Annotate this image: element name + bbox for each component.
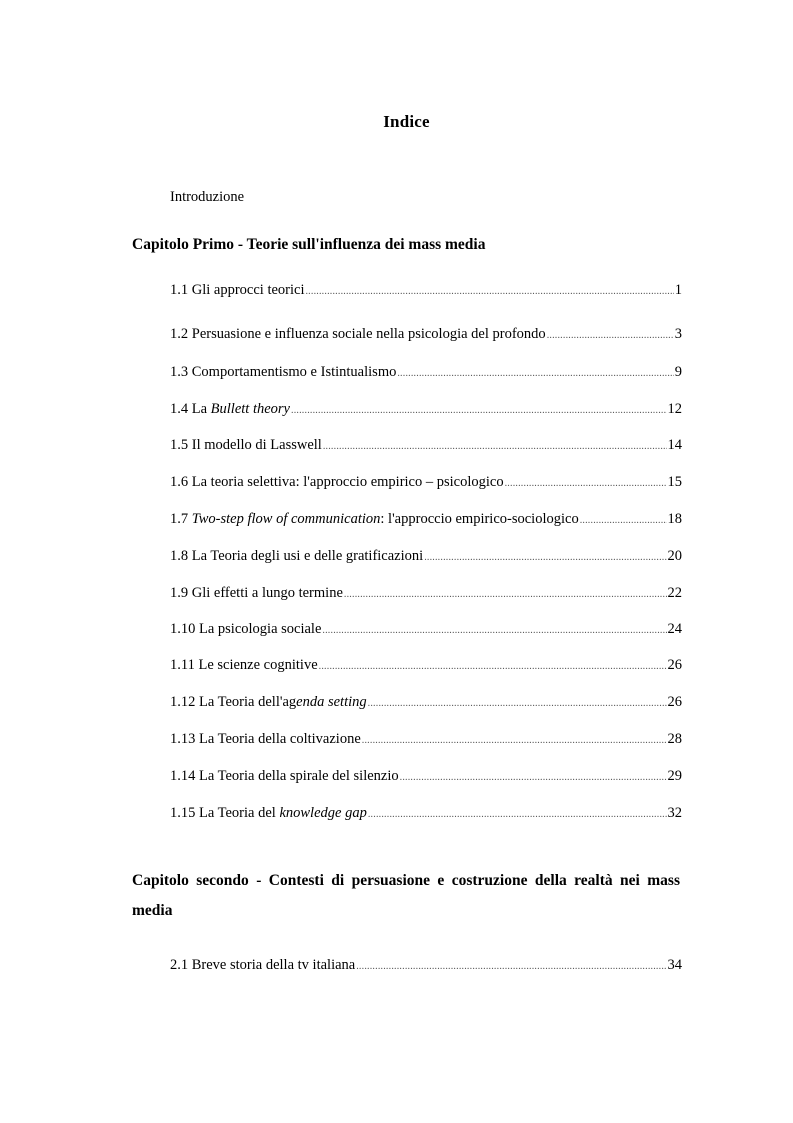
toc-entry-1-12[interactable] — [170, 694, 682, 714]
toc-entry-label: 1.2 Persuasione e influenza sociale nella psicologia del profondo — [170, 326, 546, 342]
toc-entry-page: 1 — [674, 282, 682, 298]
dot-leader — [323, 441, 667, 452]
toc-entry-label: 1.15 La Teoria del knowledge gap — [170, 805, 367, 821]
toc-entry-label: 1.8 La Teoria degli usi e delle gratificazioni — [170, 548, 424, 564]
dot-leader — [400, 772, 667, 783]
toc-entry-label: 1.13 La Teoria della coltivazione — [170, 731, 361, 747]
toc-entry-label: 1.3 Comportamentismo e Istintualismo — [170, 364, 397, 380]
dot-leader — [356, 961, 666, 972]
toc-entry-label: 1.9 Gli effetti a lungo termine — [170, 585, 343, 601]
dot-leader — [362, 735, 667, 746]
toc-entry-2-1[interactable] — [170, 957, 682, 977]
toc-entry-page: 12 — [667, 401, 682, 417]
chapter-1-heading[interactable]: Capitolo Primo - Teorie sull'influenza dei mass media — [132, 236, 486, 253]
toc-entry-page: 29 — [667, 768, 682, 784]
toc-entry-label: 1.4 La Bullett theory — [170, 401, 290, 417]
toc-entry-page: 22 — [667, 585, 682, 601]
toc-entry-label: 1.7 Two-step flow of communication: l'approccio empirico-sociologico — [170, 511, 579, 527]
toc-entry-page: 28 — [667, 731, 682, 747]
toc-entry-page: 9 — [674, 364, 682, 380]
toc-entry-label: 1.12 La Teoria dell'agenda setting — [170, 694, 367, 710]
dot-leader — [291, 405, 667, 416]
dot-leader — [305, 286, 673, 297]
toc-entry-1-15[interactable] — [170, 805, 682, 825]
toc-entry-1-2[interactable] — [170, 326, 682, 346]
toc-entry-label: 1.1 Gli approcci teorici — [170, 282, 305, 298]
toc-entry-page: 32 — [667, 805, 682, 821]
toc-entry-page: 20 — [667, 548, 682, 564]
toc-entry-page: 24 — [667, 621, 682, 637]
toc-entry-label: 1.5 Il modello di Lasswell — [170, 437, 322, 453]
dot-leader — [344, 589, 667, 600]
toc-entry-label: 1.10 La psicologia sociale — [170, 621, 322, 637]
toc-entry-page: 14 — [667, 437, 682, 453]
toc-entry-label: 1.11 Le scienze cognitive — [170, 657, 318, 673]
dot-leader — [322, 625, 666, 636]
toc-entry-1-4[interactable] — [170, 401, 682, 421]
chapter-2-heading[interactable]: Capitolo secondo - Contesti di persuasione e costruzione della realtà nei mass media — [132, 872, 680, 919]
dot-leader — [424, 552, 666, 563]
toc-entry-1-10[interactable] — [170, 621, 682, 641]
toc-entry-1-11[interactable] — [170, 657, 682, 677]
toc-entry-page: 34 — [667, 957, 682, 973]
dot-leader — [547, 330, 674, 341]
toc-entry-1-6[interactable] — [170, 474, 682, 494]
dot-leader — [319, 661, 667, 672]
toc-entry-1-9[interactable] — [170, 585, 682, 605]
toc-entry-1-8[interactable] — [170, 548, 682, 568]
toc-introduction[interactable]: Introduzione — [170, 189, 245, 205]
dot-leader — [397, 368, 673, 379]
toc-entry-1-13[interactable] — [170, 731, 682, 751]
toc-entry-page: 3 — [674, 326, 682, 342]
toc-entry-page: 15 — [667, 474, 682, 490]
dot-leader — [368, 698, 667, 709]
toc-entry-page: 26 — [667, 657, 682, 673]
dot-leader — [580, 515, 667, 526]
toc-entry-1-7[interactable] — [170, 511, 682, 531]
toc-entry-1-3[interactable] — [170, 364, 682, 384]
toc-entry-1-1[interactable] — [170, 282, 682, 302]
toc-entry-label: 1.6 La teoria selettiva: l'approccio empirico – psicologico — [170, 474, 504, 490]
toc-entry-page: 18 — [667, 511, 682, 527]
toc-entry-page: 26 — [667, 694, 682, 710]
page-title: Indice — [383, 112, 430, 131]
dot-leader — [505, 478, 667, 489]
toc-entry-label: 1.14 La Teoria della spirale del silenzio — [170, 768, 399, 784]
dot-leader — [368, 809, 667, 820]
toc-entry-1-14[interactable] — [170, 768, 682, 788]
toc-entry-1-5[interactable] — [170, 437, 682, 457]
toc-entry-label: 2.1 Breve storia della tv italiana — [170, 957, 356, 973]
